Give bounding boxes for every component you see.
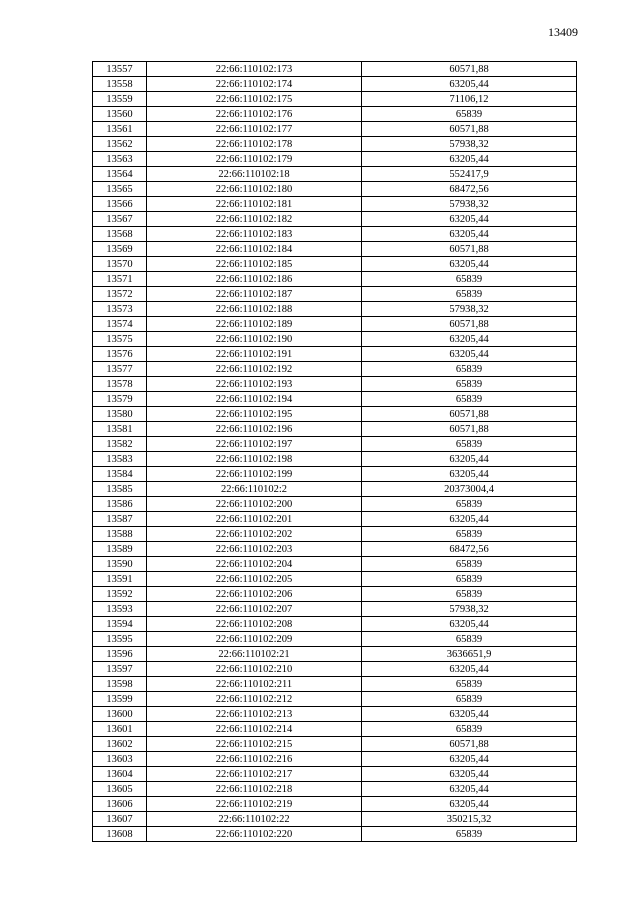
- cadastral-value-cell: 65839: [362, 437, 577, 452]
- cadastral-number-cell: 22:66:110102:200: [147, 497, 362, 512]
- table-row: [93, 347, 577, 362]
- row-number-cell: 13588: [93, 527, 147, 542]
- cadastral-number-cell: 22:66:110102:183: [147, 227, 362, 242]
- cadastral-value-cell: 63205,44: [362, 212, 577, 227]
- table-row: [93, 572, 577, 587]
- cadastral-number-cell: 22:66:110102:189: [147, 317, 362, 332]
- table-row: [93, 482, 577, 497]
- cadastral-number-cell: 22:66:110102:202: [147, 527, 362, 542]
- cadastral-number-cell: 22:66:110102:205: [147, 572, 362, 587]
- cadastral-value-cell: 63205,44: [362, 452, 577, 467]
- cadastral-value-cell: 65839: [362, 557, 577, 572]
- table-row: [93, 77, 577, 92]
- cadastral-number-cell: 22:66:110102:174: [147, 77, 362, 92]
- cadastral-number-cell: 22:66:110102:173: [147, 62, 362, 77]
- cadastral-number-cell: 22:66:110102:215: [147, 737, 362, 752]
- row-number-cell: 13584: [93, 467, 147, 482]
- cadastral-number-cell: 22:66:110102:190: [147, 332, 362, 347]
- cadastral-value-cell: 63205,44: [362, 767, 577, 782]
- table-row: [93, 437, 577, 452]
- cadastral-value-cell: 71106,12: [362, 92, 577, 107]
- cadastral-value-cell: 65839: [362, 287, 577, 302]
- cadastral-number-cell: 22:66:110102:218: [147, 782, 362, 797]
- table-row: [93, 662, 577, 677]
- table-row: [93, 107, 577, 122]
- cadastral-number-cell: 22:66:110102:217: [147, 767, 362, 782]
- cadastral-value-cell: 60571,88: [362, 122, 577, 137]
- page-number: 13409: [548, 25, 578, 39]
- cadastral-value-cell: 65839: [362, 722, 577, 737]
- table-body: [93, 62, 577, 842]
- table-row: [93, 137, 577, 152]
- cadastral-number-cell: 22:66:110102:186: [147, 272, 362, 287]
- table-row: [93, 62, 577, 77]
- table-row: [93, 332, 577, 347]
- cadastral-value-cell: 68472,56: [362, 542, 577, 557]
- cadastral-value-cell: 552417,9: [362, 167, 577, 182]
- table-row: [93, 602, 577, 617]
- table-row: [93, 407, 577, 422]
- cadastral-number-cell: 22:66:110102:179: [147, 152, 362, 167]
- cadastral-value-cell: 63205,44: [362, 617, 577, 632]
- table-row: [93, 767, 577, 782]
- cadastral-value-cell: 65839: [362, 362, 577, 377]
- cadastral-value-cell: 57938,32: [362, 302, 577, 317]
- cadastral-value-cell: 68472,56: [362, 182, 577, 197]
- table-row: [93, 167, 577, 182]
- row-number-cell: 13579: [93, 392, 147, 407]
- cadastral-value-cell: 63205,44: [362, 227, 577, 242]
- cadastral-value-cell: 63205,44: [362, 332, 577, 347]
- cadastral-value-cell: 63205,44: [362, 782, 577, 797]
- cadastral-value-cell: 60571,88: [362, 407, 577, 422]
- table-row: [93, 197, 577, 212]
- table-row: [93, 242, 577, 257]
- table-row: [93, 122, 577, 137]
- cadastral-value-cell: 65839: [362, 497, 577, 512]
- row-number-cell: 13565: [93, 182, 147, 197]
- cadastral-number-cell: 22:66:110102:180: [147, 182, 362, 197]
- cadastral-value-cell: 63205,44: [362, 257, 577, 272]
- cadastral-number-cell: 22:66:110102:184: [147, 242, 362, 257]
- cadastral-number-cell: 22:66:110102:196: [147, 422, 362, 437]
- cadastral-number-cell: 22:66:110102:207: [147, 602, 362, 617]
- table-row: [93, 557, 577, 572]
- cadastral-number-cell: 22:66:110102:178: [147, 137, 362, 152]
- cadastral-number-cell: 22:66:110102:211: [147, 677, 362, 692]
- row-number-cell: 13562: [93, 137, 147, 152]
- row-number-cell: 13607: [93, 812, 147, 827]
- row-number-cell: 13571: [93, 272, 147, 287]
- cadastral-value-cell: 65839: [362, 527, 577, 542]
- cadastral-value-cell: 350215,32: [362, 812, 577, 827]
- cadastral-value-cell: 20373004,4: [362, 482, 577, 497]
- cadastral-value-cell: 65839: [362, 632, 577, 647]
- cadastral-value-cell: 63205,44: [362, 662, 577, 677]
- row-number-cell: 13591: [93, 572, 147, 587]
- table-row: [93, 92, 577, 107]
- row-number-cell: 13601: [93, 722, 147, 737]
- cadastral-number-cell: 22:66:110102:18: [147, 167, 362, 182]
- row-number-cell: 13561: [93, 122, 147, 137]
- row-number-cell: 13563: [93, 152, 147, 167]
- row-number-cell: 13569: [93, 242, 147, 257]
- cadastral-number-cell: 22:66:110102:193: [147, 377, 362, 392]
- cadastral-value-cell: 65839: [362, 587, 577, 602]
- cadastral-value-cell: 63205,44: [362, 797, 577, 812]
- row-number-cell: 13585: [93, 482, 147, 497]
- table-row: [93, 287, 577, 302]
- table-row: [93, 617, 577, 632]
- row-number-cell: 13598: [93, 677, 147, 692]
- cadastral-value-cell: 57938,32: [362, 602, 577, 617]
- cadastral-value-cell: 65839: [362, 377, 577, 392]
- cadastral-value-cell: 60571,88: [362, 62, 577, 77]
- table-row: [93, 227, 577, 242]
- table-row: [93, 692, 577, 707]
- table-row: [93, 737, 577, 752]
- table-row: [93, 497, 577, 512]
- cadastral-number-cell: 22:66:110102:192: [147, 362, 362, 377]
- cadastral-value-cell: 3636651,9: [362, 647, 577, 662]
- cadastral-value-cell: 60571,88: [362, 422, 577, 437]
- cadastral-number-cell: 22:66:110102:220: [147, 827, 362, 842]
- cadastral-number-cell: 22:66:110102:175: [147, 92, 362, 107]
- row-number-cell: 13558: [93, 77, 147, 92]
- cadastral-value-table: [92, 61, 577, 842]
- table-row: [93, 377, 577, 392]
- cadastral-number-cell: 22:66:110102:181: [147, 197, 362, 212]
- table-row: [93, 782, 577, 797]
- row-number-cell: 13573: [93, 302, 147, 317]
- row-number-cell: 13589: [93, 542, 147, 557]
- cadastral-number-cell: 22:66:110102:219: [147, 797, 362, 812]
- cadastral-number-cell: 22:66:110102:187: [147, 287, 362, 302]
- cadastral-number-cell: 22:66:110102:182: [147, 212, 362, 227]
- row-number-cell: 13590: [93, 557, 147, 572]
- table-row: [93, 797, 577, 812]
- table-row: [93, 632, 577, 647]
- table-row: [93, 392, 577, 407]
- row-number-cell: 13604: [93, 767, 147, 782]
- cadastral-number-cell: 22:66:110102:195: [147, 407, 362, 422]
- row-number-cell: 13575: [93, 332, 147, 347]
- cadastral-value-cell: 57938,32: [362, 197, 577, 212]
- cadastral-value-cell: 63205,44: [362, 467, 577, 482]
- cadastral-number-cell: 22:66:110102:188: [147, 302, 362, 317]
- row-number-cell: 13559: [93, 92, 147, 107]
- row-number-cell: 13576: [93, 347, 147, 362]
- cadastral-value-cell: 60571,88: [362, 737, 577, 752]
- cadastral-value-cell: 63205,44: [362, 77, 577, 92]
- cadastral-number-cell: 22:66:110102:21: [147, 647, 362, 662]
- row-number-cell: 13578: [93, 377, 147, 392]
- cadastral-number-cell: 22:66:110102:198: [147, 452, 362, 467]
- row-number-cell: 13560: [93, 107, 147, 122]
- row-number-cell: 13581: [93, 422, 147, 437]
- cadastral-number-cell: 22:66:110102:206: [147, 587, 362, 602]
- row-number-cell: 13564: [93, 167, 147, 182]
- row-number-cell: 13592: [93, 587, 147, 602]
- cadastral-number-cell: 22:66:110102:216: [147, 752, 362, 767]
- row-number-cell: 13580: [93, 407, 147, 422]
- cadastral-value-cell: 65839: [362, 677, 577, 692]
- row-number-cell: 13603: [93, 752, 147, 767]
- cadastral-number-cell: 22:66:110102:203: [147, 542, 362, 557]
- table-row: [93, 452, 577, 467]
- row-number-cell: 13570: [93, 257, 147, 272]
- cadastral-number-cell: 22:66:110102:213: [147, 707, 362, 722]
- table-row: [93, 422, 577, 437]
- row-number-cell: 13605: [93, 782, 147, 797]
- cadastral-value-cell: 60571,88: [362, 317, 577, 332]
- table-row: [93, 182, 577, 197]
- cadastral-value-cell: 65839: [362, 572, 577, 587]
- table-row: [93, 527, 577, 542]
- table-row: [93, 827, 577, 842]
- cadastral-value-cell: 60571,88: [362, 242, 577, 257]
- table-row: [93, 362, 577, 377]
- row-number-cell: 13599: [93, 692, 147, 707]
- cadastral-value-cell: 65839: [362, 827, 577, 842]
- cadastral-value-cell: 63205,44: [362, 347, 577, 362]
- cadastral-number-cell: 22:66:110102:214: [147, 722, 362, 737]
- table-row: [93, 707, 577, 722]
- row-number-cell: 13593: [93, 602, 147, 617]
- cadastral-value-cell: 63205,44: [362, 152, 577, 167]
- table-row: [93, 812, 577, 827]
- cadastral-value-cell: 63205,44: [362, 752, 577, 767]
- row-number-cell: 13606: [93, 797, 147, 812]
- table-row: [93, 317, 577, 332]
- row-number-cell: 13567: [93, 212, 147, 227]
- cadastral-value-cell: 63205,44: [362, 707, 577, 722]
- row-number-cell: 13586: [93, 497, 147, 512]
- table-row: [93, 152, 577, 167]
- row-number-cell: 13595: [93, 632, 147, 647]
- cadastral-number-cell: 22:66:110102:2: [147, 482, 362, 497]
- row-number-cell: 13577: [93, 362, 147, 377]
- cadastral-value-cell: 57938,32: [362, 137, 577, 152]
- row-number-cell: 13557: [93, 62, 147, 77]
- table-row: [93, 212, 577, 227]
- cadastral-number-cell: 22:66:110102:208: [147, 617, 362, 632]
- cadastral-number-cell: 22:66:110102:194: [147, 392, 362, 407]
- table-row: [93, 587, 577, 602]
- table-row: [93, 722, 577, 737]
- cadastral-number-cell: 22:66:110102:22: [147, 812, 362, 827]
- cadastral-number-cell: 22:66:110102:191: [147, 347, 362, 362]
- row-number-cell: 13602: [93, 737, 147, 752]
- cadastral-number-cell: 22:66:110102:185: [147, 257, 362, 272]
- cadastral-number-cell: 22:66:110102:199: [147, 467, 362, 482]
- table-row: [93, 302, 577, 317]
- row-number-cell: 13594: [93, 617, 147, 632]
- row-number-cell: 13600: [93, 707, 147, 722]
- cadastral-number-cell: 22:66:110102:197: [147, 437, 362, 452]
- table-row: [93, 512, 577, 527]
- table-row: [93, 752, 577, 767]
- cadastral-value-cell: 65839: [362, 272, 577, 287]
- cadastral-number-cell: 22:66:110102:210: [147, 662, 362, 677]
- cadastral-number-cell: 22:66:110102:204: [147, 557, 362, 572]
- table-row: [93, 647, 577, 662]
- row-number-cell: 13568: [93, 227, 147, 242]
- row-number-cell: 13566: [93, 197, 147, 212]
- table-row: [93, 677, 577, 692]
- row-number-cell: 13582: [93, 437, 147, 452]
- cadastral-number-cell: 22:66:110102:177: [147, 122, 362, 137]
- table-row: [93, 542, 577, 557]
- row-number-cell: 13574: [93, 317, 147, 332]
- cadastral-value-cell: 65839: [362, 392, 577, 407]
- cadastral-number-cell: 22:66:110102:209: [147, 632, 362, 647]
- cadastral-value-cell: 65839: [362, 692, 577, 707]
- row-number-cell: 13572: [93, 287, 147, 302]
- table-row: [93, 272, 577, 287]
- cadastral-number-cell: 22:66:110102:176: [147, 107, 362, 122]
- row-number-cell: 13597: [93, 662, 147, 677]
- table-row: [93, 467, 577, 482]
- cadastral-value-cell: 63205,44: [362, 512, 577, 527]
- cadastral-value-cell: 65839: [362, 107, 577, 122]
- row-number-cell: 13583: [93, 452, 147, 467]
- cadastral-number-cell: 22:66:110102:201: [147, 512, 362, 527]
- cadastral-number-cell: 22:66:110102:212: [147, 692, 362, 707]
- row-number-cell: 13596: [93, 647, 147, 662]
- row-number-cell: 13608: [93, 827, 147, 842]
- table-row: [93, 257, 577, 272]
- row-number-cell: 13587: [93, 512, 147, 527]
